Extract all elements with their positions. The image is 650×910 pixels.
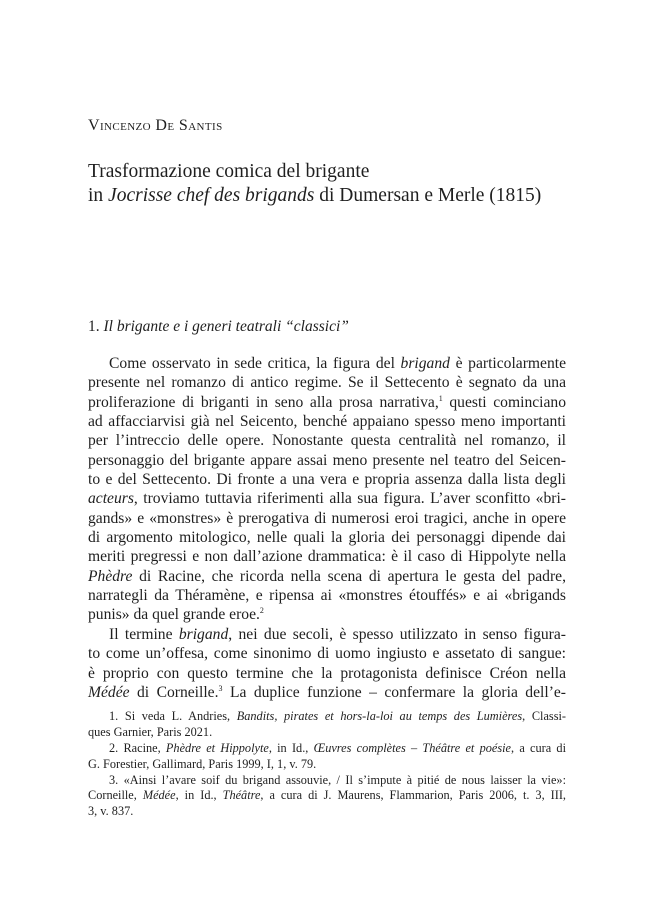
body-line: punis» da quel grande eroe.$^2$ (88, 606, 264, 624)
footnote-3-cont: Corneille, Médée, in Id., Théâtre, a cura di J. Maurens, Flammarion, Paris 2006, t. 3, III, (88, 788, 566, 803)
body-line: gands» e «monstres» è prerogativa di numerosi eroi tragici, anche in opere (88, 509, 566, 527)
title-line-1: Trasformazione comica del brigante (88, 161, 370, 182)
author-name: Vincenzo De Santis (88, 117, 223, 134)
section-title: Il brigante e i generi teatrali “classici” (103, 318, 349, 335)
footnote-1-cont: ques Garnier, Paris 2021. (88, 724, 213, 739)
body-line: Phèdre di Racine, che ricorda nella scena di apertura le gesta del padre, (88, 567, 566, 585)
body-line: acteurs, troviamo tuttavia riferimenti alla sua figura. L’aver sconfitto «bri- (88, 490, 566, 508)
body-line: to come un’offesa, come sinonimo di uomo ingiusto e assetato di sangue: (88, 645, 566, 663)
body-line: proliferazione di briganti in seno alla prosa narrativa,$^1$ questi cominciano (88, 393, 567, 411)
footnote-3-end: 3, v. 837. (88, 804, 134, 819)
footnote-ref-3[interactable]: 3 (218, 683, 223, 693)
section-heading (88, 318, 349, 336)
title-line-2: in Jocrisse chef des brigands di Dumersan e Merle (1815) (88, 185, 542, 206)
chapter-title (88, 160, 566, 208)
body-line: personaggio del brigante appare assai meno presente nel teatro del Seicen- (88, 451, 566, 469)
footnote-2-cont: G. Forestier, Gallimard, Paris 1999, I, 1, v. 79. (88, 756, 317, 771)
body-line: è proprio con questo termine che la protagonista definisce Créon nella (88, 664, 566, 682)
body-line: per l’intreccio delle opere. Nonostante questa centralità nel romanzo, il (88, 432, 566, 450)
section-number: 1. (88, 318, 104, 335)
body-line: narrategli da Théramène, e ripensa ai «monstres étouffés» e ai «brigands (88, 587, 566, 605)
body-line: ad affacciarvisi già nel Seicento, benché appaiano spesso meno importanti (88, 413, 566, 431)
body-line: meriti pregressi e non dall’azione drammatica: è il caso di Hippolyte nella (88, 548, 566, 566)
footnote-2: 2. Racine, Phèdre et Hippolyte, in Id., Œuvres complètes – Théâtre et poésie, a cura di (109, 740, 566, 755)
title-italic-work: Jocrisse chef des brigands (108, 185, 315, 206)
body-line: di argomento mitologico, nelle quali la gloria dei personaggi dipende dai (88, 529, 566, 547)
body-text (88, 354, 566, 702)
footnote-3: 3. «Ainsi l’avare soif du brigand assouvie, / Il s’impute à pitié de nous laisser la vie»: (109, 772, 566, 787)
body-line: to e del Settecento. Di fronte a una vera e propria assenza dalla lista degli (88, 471, 566, 489)
body-line: Il termine brigand, nei due secoli, è spesso utilizzato in senso figura- (109, 625, 566, 643)
body-line: Médée di Corneille.$^3$ La duplice funzione – confermare la gloria dell’e- (88, 683, 566, 701)
footnote-ref-2[interactable]: 2 (259, 606, 264, 616)
footnote-1: 1. Si veda L. Andries, Bandits, pirates et hors-la-loi au temps des Lumières, Classi- (109, 709, 567, 723)
footnote-ref-1[interactable]: 1 (438, 393, 443, 403)
footnotes (88, 709, 566, 820)
body-line: Come osservato in sede critica, la figura del brigand è particolarmente (109, 355, 566, 372)
body-line: presente nel romanzo di antico regime. Se il Settecento è segnato da una (88, 374, 566, 392)
